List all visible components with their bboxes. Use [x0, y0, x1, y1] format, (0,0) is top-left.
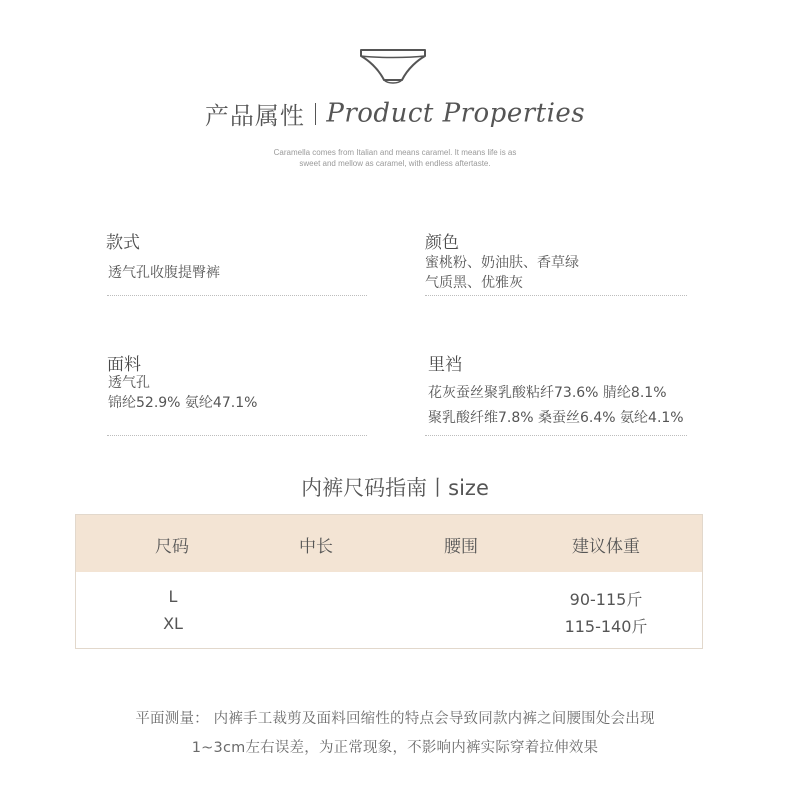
- measurement-note-line1: 平面测量： 内裤手工裁剪及面料回缩性的特点会导致同款内裤之间腰围处会出现: [135, 711, 655, 727]
- tagline-line2: sweet and mellow as caramel, with endless aftertaste.: [299, 159, 491, 168]
- title-english: Product Properties: [326, 98, 586, 129]
- size-table-header: [76, 515, 702, 572]
- fabric-value-line2: 锦纶52.9% 氨纶47.1%: [108, 395, 258, 411]
- size-table: [75, 514, 703, 649]
- underwear-icon: [358, 44, 428, 88]
- cell-size: XL: [163, 614, 183, 633]
- divider: [107, 295, 367, 296]
- color-value-line1: 蜜桃粉、奶油肤、香草绿: [425, 255, 579, 271]
- column-header-weight: 建议体重: [572, 537, 640, 557]
- divider: [425, 295, 687, 296]
- divider: [107, 435, 367, 436]
- fabric-label: 面料: [107, 355, 141, 375]
- cell-weight: 90-115斤: [569, 590, 643, 609]
- size-guide-title: 内裤尺码指南丨size: [301, 476, 489, 500]
- color-label: 颜色: [425, 233, 459, 253]
- color-value-line2: 气质黑、优雅灰: [425, 275, 523, 291]
- crotch-label: 里裆: [428, 355, 462, 375]
- title-chinese: 产品属性: [204, 102, 305, 130]
- cell-weight: 115-140斤: [564, 617, 648, 636]
- column-header-length: 中长: [299, 537, 333, 557]
- style-value: 透气孔收腹提臀裤: [108, 265, 220, 281]
- crotch-value-line1: 花灰蚕丝聚乳酸粘纤73.6% 腈纶8.1%: [428, 385, 667, 401]
- style-label: 款式: [106, 233, 140, 253]
- page-title: [0, 96, 790, 131]
- measurement-note-line2: 1~3cm左右误差，为正常现象，不影响内裤实际穿着拉伸效果: [191, 740, 599, 756]
- tagline-line1: Caramella comes from Italian and means caramel. It means life is as: [273, 148, 517, 157]
- fabric-value-line1: 透气孔: [108, 375, 150, 391]
- column-header-waist: 腰围: [444, 537, 478, 557]
- cell-size: L: [168, 587, 178, 606]
- title-divider: [315, 103, 317, 125]
- crotch-value-line2: 聚乳酸纤维7.8% 桑蚕丝6.4% 氨纶4.1%: [428, 410, 684, 426]
- divider: [425, 435, 687, 436]
- column-header-size: 尺码: [155, 537, 189, 557]
